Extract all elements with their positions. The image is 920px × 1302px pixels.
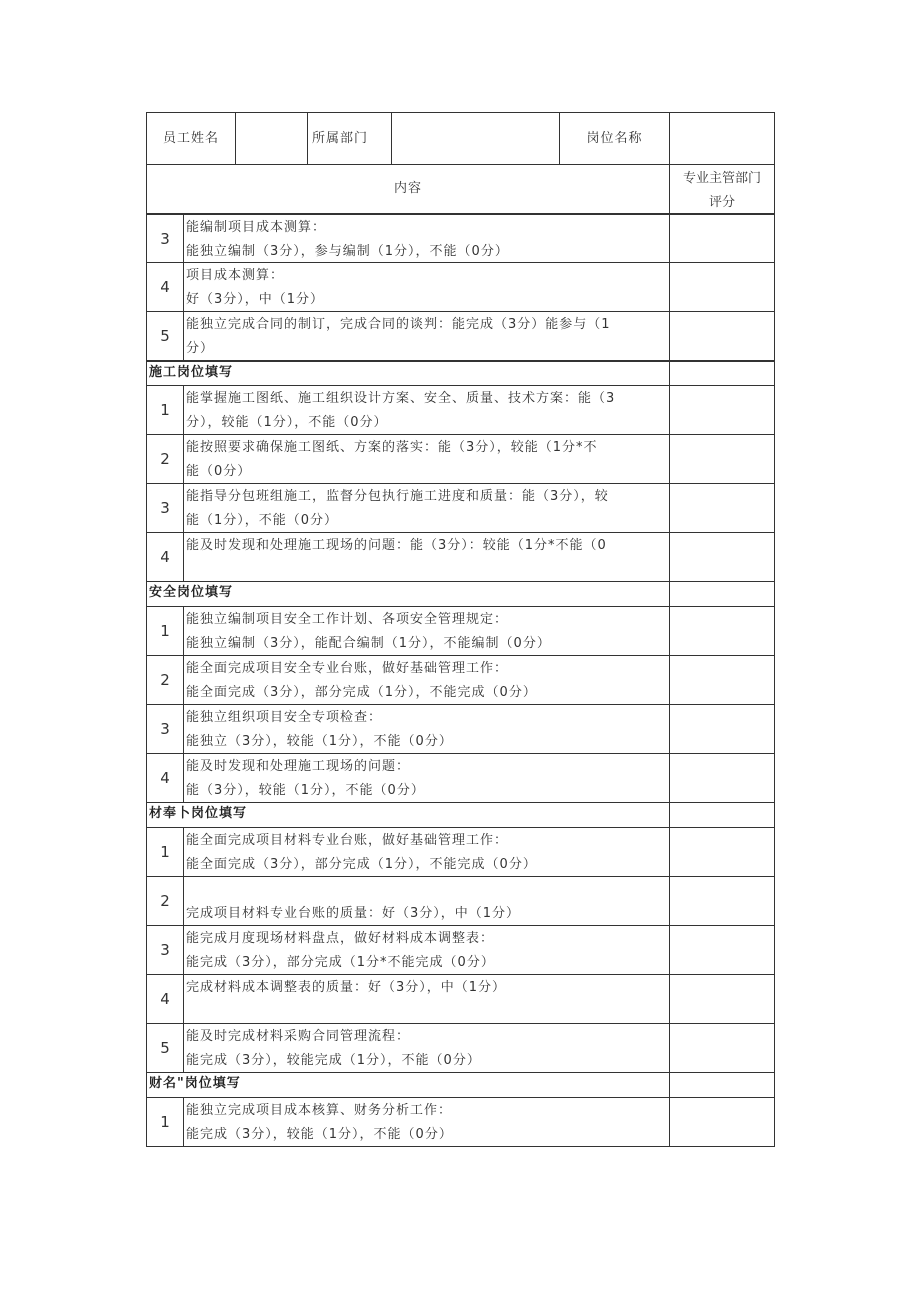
criteria-line-1: 能及时发现和处理施工现场的问题： (186, 759, 411, 774)
score-cell[interactable] (669, 1024, 774, 1072)
item-number: 3 (160, 941, 170, 959)
criteria-line-1: 项目成本测算： (186, 268, 285, 283)
item-row (146, 484, 775, 533)
item-criteria (183, 533, 669, 581)
item-number: 4 (160, 990, 170, 1008)
criteria-line-2: 能完成（3分），较能（1分），不能（0分） (186, 1127, 453, 1142)
score-cell[interactable] (669, 312, 774, 360)
item-row (146, 386, 775, 435)
item-number: 2 (160, 892, 170, 910)
item-number: 1 (160, 622, 170, 640)
item-number: 3 (160, 720, 170, 738)
score-cell[interactable] (669, 1098, 774, 1146)
section-header-row (146, 361, 775, 386)
cost-rows-group (146, 214, 775, 361)
section-header-row (146, 1073, 775, 1098)
item-criteria (183, 1098, 669, 1146)
criteria-line-2: 能完成（3分），部分完成（1分*不能完成（0分） (186, 955, 495, 970)
score-cell[interactable] (669, 656, 774, 704)
item-row (146, 828, 775, 877)
item-number: 1 (160, 843, 170, 861)
criteria-line-1: 能独立完成合同的制订，完成合同的谈判：能完成（3分）能参与（1 (186, 317, 611, 332)
criteria-line-1: 能全面完成项目材料专业台账，做好基础管理工作： (186, 833, 509, 848)
item-row (146, 656, 775, 705)
item-row (146, 435, 775, 484)
criteria-line-2: 好（3分），中（1分） (186, 292, 325, 307)
criteria-line-2: 能（0分） (186, 464, 252, 479)
employee-name-field[interactable] (235, 113, 307, 164)
item-criteria (183, 215, 669, 262)
item-number: 2 (160, 671, 170, 689)
item-number: 3 (160, 229, 170, 248)
evaluation-form-table (146, 112, 775, 1147)
item-number: 5 (160, 1039, 170, 1057)
sections-group (146, 361, 775, 1147)
score-cell[interactable] (669, 975, 774, 1023)
section-title: 材奉卜岗位填写 (149, 806, 248, 821)
score-heading-line2: 评分 (708, 195, 735, 210)
score-cell[interactable] (669, 877, 774, 925)
item-row (146, 975, 775, 1024)
position-label: 岗位名称 (559, 113, 669, 164)
section-header-row (146, 582, 775, 607)
employee-info-row (146, 112, 775, 165)
score-cell[interactable] (669, 484, 774, 532)
item-criteria (183, 312, 669, 360)
item-criteria (183, 877, 669, 925)
item-criteria (183, 926, 669, 974)
section-score-cell (669, 1073, 774, 1097)
criteria-line-1: 能及时发现和处理施工现场的问题：能（3分）：较能（1分*不能（0 (186, 538, 607, 553)
criteria-line-1: 能按照要求确保施工图纸、方案的落实：能（3分），较能（1分*不 (186, 440, 598, 455)
item-row (146, 926, 775, 975)
item-number: 2 (160, 450, 170, 468)
score-cell[interactable] (669, 828, 774, 876)
cost-item-row (146, 312, 775, 361)
score-cell[interactable] (669, 607, 774, 655)
section-score-cell (669, 582, 774, 606)
criteria-line-2: 能全面完成（3分），部分完成（1分），不能完成（0分） (186, 685, 537, 700)
criteria-line-2: 能（1分），不能（0分） (186, 513, 339, 528)
criteria-line-1: 能全面完成项目安全专业台账，做好基础管理工作： (186, 661, 509, 676)
criteria-line-1: 能独立组织项目安全专项检查： (186, 710, 383, 725)
criteria-line-2: 完成项目材料专业台账的质量：好（3分），中（1分） (186, 906, 521, 921)
item-criteria (183, 263, 669, 311)
content-header-row (146, 165, 775, 214)
department-label: 所属部门 (307, 113, 391, 164)
criteria-line-1: 能指导分包班组施工，监督分包执行施工进度和质量：能（3分），较 (186, 489, 609, 504)
criteria-line-2: 能全面完成（3分），部分完成（1分），不能完成（0分） (186, 857, 537, 872)
criteria-line-1: 完成材料成本调整表的质量：好（3分），中（1分） (186, 980, 507, 995)
item-row (146, 533, 775, 582)
employee-name-label: 员工姓名 (162, 130, 219, 146)
score-cell[interactable] (669, 263, 774, 311)
item-criteria (183, 975, 669, 1023)
department-field[interactable] (391, 113, 559, 164)
criteria-line-1: 能完成月度现场材料盘点，做好材料成本调整表： (186, 931, 495, 946)
criteria-line-2: 能独立编制（3分），能配合编制（1分），不能编制（0分） (186, 636, 551, 651)
item-number: 3 (160, 499, 170, 517)
score-heading-line1: 专业主管部门 (682, 171, 761, 186)
item-row (146, 1024, 775, 1073)
criteria-line-1: 能编制项目成本测算： (186, 220, 327, 235)
position-field[interactable] (669, 113, 774, 164)
cost-item-row (146, 214, 775, 263)
section-title: 安全岗位填写 (149, 585, 234, 600)
score-cell[interactable] (669, 754, 774, 802)
cost-item-row (146, 263, 775, 312)
item-criteria (183, 705, 669, 753)
item-row (146, 705, 775, 754)
item-number: 1 (160, 401, 170, 419)
criteria-line-1: 能及时完成材料采购合同管理流程： (186, 1029, 411, 1044)
item-row (146, 877, 775, 926)
criteria-line-2: 能完成（3分），较能完成（1分），不能（0分） (186, 1053, 481, 1068)
item-number: 4 (160, 769, 170, 787)
criteria-line-2: 能独立（3分），较能（1分），不能（0分） (186, 734, 453, 749)
item-criteria (183, 607, 669, 655)
section-header-row (146, 803, 775, 828)
score-cell[interactable] (669, 386, 774, 434)
content-heading: 内容 (393, 181, 422, 196)
criteria-line-2: 能（3分），较能（1分），不能（0分） (186, 783, 425, 798)
score-cell[interactable] (669, 215, 774, 262)
item-criteria (183, 386, 669, 434)
item-row (146, 607, 775, 656)
item-criteria (183, 754, 669, 802)
score-cell[interactable] (669, 926, 774, 974)
section-title: 施工岗位填写 (149, 365, 234, 380)
criteria-line-2: 分） (186, 341, 215, 356)
score-heading (669, 165, 774, 213)
item-row (146, 754, 775, 803)
item-number: 1 (160, 1113, 170, 1131)
score-cell[interactable] (669, 435, 774, 483)
item-criteria (183, 435, 669, 483)
item-criteria (183, 1024, 669, 1072)
item-number: 4 (160, 278, 170, 296)
item-criteria (183, 484, 669, 532)
item-number: 5 (160, 327, 170, 345)
item-row (146, 1098, 775, 1147)
section-score-cell (669, 362, 774, 385)
criteria-line-2: 分），较能（1分），不能（0分） (186, 415, 388, 430)
item-criteria (183, 828, 669, 876)
score-cell[interactable] (669, 533, 774, 581)
item-number: 4 (160, 548, 170, 566)
criteria-line-2: 能独立编制（3分），参与编制（1分），不能（0分） (186, 244, 509, 259)
criteria-line-1: 能独立完成项目成本核算、财务分析工作： (186, 1103, 453, 1118)
score-cell[interactable] (669, 705, 774, 753)
section-score-cell (669, 803, 774, 827)
item-criteria (183, 656, 669, 704)
criteria-line-1: 能独立编制项目安全工作计划、各项安全管理规定： (186, 612, 509, 627)
section-title: 财名"岗位填写 (149, 1076, 241, 1091)
criteria-line-1: 能掌握施工图纸、施工组织设计方案、安全、质量、技术方案：能（3 (186, 391, 616, 406)
